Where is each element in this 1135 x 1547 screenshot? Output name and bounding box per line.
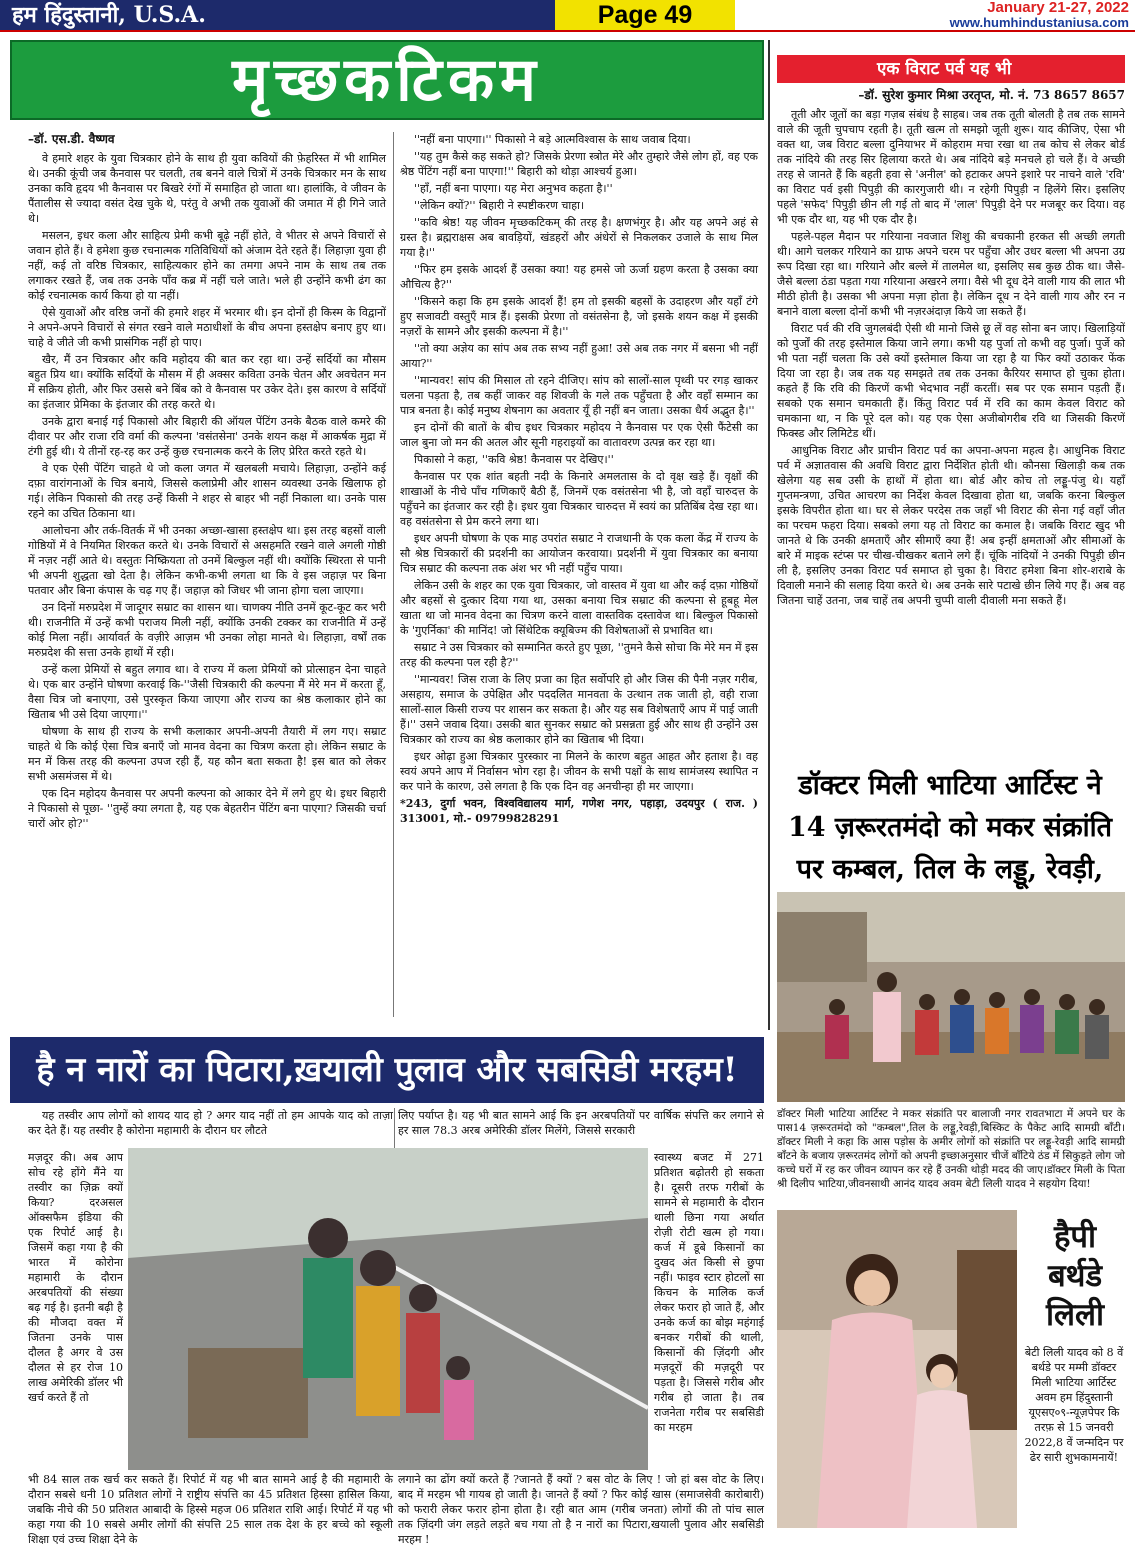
migrant-photo-image (128, 1148, 648, 1470)
main-column-divider (768, 40, 770, 1030)
paragraph: पिकासो ने कहा, ''कवि श्रेष्ठ! कैनवास पर देखिए।'' (414, 453, 614, 466)
story2-body (777, 88, 1125, 748)
story1-col1-body (28, 151, 386, 831)
paragraph: उनके द्वारा बनाई गई पिकासो और बिहारी की ऑयल पेंटिंग उनके बैठक वाले कमरे की दीवार पर और राजा रवि वर्मा की कल्पना 'वसंतसेना' उनके शयन कक्ष में आकर्षक मुद्रा में टंगी हुई थी। ये तीनों रह-रह कर उन्हें कुछ रचनात्मक करने के लिए प्रेरित करते रहते थे। (28, 415, 386, 458)
paragraph: घोषणा के साथ ही राज्य के सभी कलाकार अपनी-अपनी तैयारी में लग गए। सम्राट चाहते थे कि कोई ऐसा चित्र बनाएँ जो मानव वेदना का चित्रण करता हो। लेकिन सम्राट के मन में किस तरह की कल्पना उपज रही हैं, यह कौन बता सकता है! इस बात को लेकर सभी असमंजस में थे। (28, 725, 386, 783)
paragraph: ''हाँ, नहीं बना पाएगा। यह मेरा अनुभव कहता है।'' (414, 182, 613, 195)
paragraph: ''फिर हम इसके आदर्श हैं उसका क्या! यह हमसे जो ऊर्जा ग्रहण करता है उसका क्या औचित्य है?'' (400, 263, 758, 291)
paragraph: ऐसे युवाओं और वरिष्ठ जनों की हमारे शहर में भरमार थी। इन दोनों ही किस्म के विद्वानों ने अपने-अपने विचारों से संगत रखने वाले मठाधीशों के बीच अपना हस्तक्षेप बनाए हुए था। चाहे वे जीते जी कभी प्रासंगिक नहीं हो पाए। (28, 306, 386, 349)
headline-line: हैपी (1053, 1219, 1097, 1255)
paragraph: ''किसने कहा कि हम इसके आदर्श हैं! हम तो इसकी बहसों के उदाहरण और यहाँ टंगे हुए सजावटी वस्तुएँ मात्र हैं। इसकी प्रेरणा तो वसंतसेना है, जो इसके शयन कक्ष में इसकी नज़रों के सामने और इसकी कल्पना में है।'' (400, 295, 758, 338)
headline-line: बर्थडे (1047, 1258, 1103, 1294)
distribution-photo (777, 892, 1125, 1102)
paragraph: आधुनिक विराट और प्राचीन विराट पर्व का अपना-अपना महत्व है। आधुनिक विराट पर्व में अज्ञातवास की अवधि विराट द्वारा निर्देशित होती थी। कौनसा खिलाड़ी कब तक खेलेगा यह सब उसी के हाथों में होता था। बोर्ड और कोच तो लड्डू-पंजु थे। यहाँ गुप्तमन्त्रणा, उचित आचरण का निर्देश केवल दिखावा होता था, जबकि करना बिल्कुल इसके विपरीत होता था। घर से लेकर परदेस तक जहाँ भी विराट की सेना गई वहाँ जीत का परचम फहरा दिया। सबको लगा यह तो विराट का कमाल है। जबकि विराट खुद भी जानते थे कि उनकी क्षमताएँ और सीमाएँ क्या हैं! अब इन्हीं क्षमताओं और सीमाओं के बारे में माइक स्टंप्स पर चीख-चीखकर बताने लगे हैं। चूंकि नांदियों ने उनकी पिपुड़ी छीन ली है, इसलिए उनका विराट पर्व समाप्त हो चुका है। विराट हमेशा बिना शोर-शराबे के दिवाली मनाने की सलाह दिया करते थे। अब उनके सारे पटाखे छीन लिये गए हैं। अब वह जितना चाहें उतना, जब चाहें तब अपनी चुप्पी वाली दीवाली मना सकते हैं। (777, 444, 1125, 607)
paragraph: इन दोनों की बातों के बीच इधर चित्रकार महोदय ने कैनवास पर एक ऐसी फैंटेसी का जाल बुना जो मन की अतल और सूनी गहराइयों का वातावरण उत्पन्न कर रहा था। (400, 421, 758, 449)
paragraph: ''नहीं बना पाएगा।'' पिकासो ने बड़े आत्मविश्वास के साथ जवाब दिया। (414, 133, 691, 146)
paragraph: लिए पर्याप्त है। यह भी बात सामने आई कि इन अरबपतियों पर वार्षिक संपत्ति कर लगाने से हर साल 78.3 अरब अमेरिकी डॉलर मिलेंगे, जिससे सरकारी (398, 1109, 764, 1137)
birthday-photo (777, 1210, 1017, 1528)
paragraph: वे एक ऐसी पेंटिंग चाहते थे जो कला जगत में खलबली मचाये। लिहाज़ा, उन्होंने कई दफ़ा वारांगनाओं के चित्र बनाये, जिससे कलाप्रेमी और शासन व्यवस्था उनके खिलाफ हो गई। लेकिन पिकासो की तरह उन्हें किसी ने शहर से बाहर भी नहीं निकाला था। उनके पास रहने का उचित ठिकाना था। (28, 462, 386, 520)
paragraph: खैर, मैं उन चित्रकार और कवि महोदय की बात कर रहा था। उन्हें सर्दियों का मौसम बहुत प्रिय था। क्योंकि सर्दियों के मौसम में ही अक्सर कविता उनके चेतन और अवचेतन मन में सक्रिय होती, और फिर उससे बने बिंब को वे कैनवास पर उकेर देते। इस कारण वे सर्दियों का इंतजार प्रेमिका के इंतजार की तरह करते थे। (28, 353, 386, 411)
story4-right-top (398, 1108, 764, 1148)
paragraph: लगाने का ढोंग क्यों करते हैं ?जानते हैं क्यों ? बस वोट के लिए ! जो हां बस वोट के लिए। बाद में मरहम भी गायब हो जाती है। जानते हैं क्यों ? फिर कोई खास (समाजसेवी कारोबारी) को फरारी लेकर फरार होना होता है। रही बात आम (गरीब जनता) लोगों की तो पांच साल तक ज़िंदगी जंग लड़ते लड़ते बच गया तो है न नारों का पिटारा,खयाली पुलाव और सबसिडी मरहम ! (398, 1473, 764, 1546)
paragraph: ''कवि श्रेष्ठ! यह जीवन मृच्छकटिकम् की तरह है। क्षणभंगुर है। और यह अपने अहं से ग्रस्त है। ब्रह्मराक्षस अब बावड़ियों, खंडहरों और अंधेरों से निकलकर उजाले के साथ मिल गया है।'' (400, 216, 758, 259)
paragraph: आलोचना और तर्क-वितर्क में भी उनका अच्छा-खासा हस्तक्षेप था। इस तरह बहसों वाली गोष्ठियों में वे नियमित शिरकत करते थे। उनके विचारों से असहमति रखने वाले अगली गोष्ठी में नज़र नहीं आते थे। वस्तुतः निष्क्रियता तो उनमें बिल्कुल नहीं थी। क्योंकि स्थिरता से पानी भी अपनी शुद्धता खो देता है। लेकिन कभी-कभी लगता था कि वे इस जहाज़ पर बिना पतवार और बिना कंपास के चढ़ गए हैं। जहाज़ को जिधर भी जाना होगा चला जाएगा। (28, 524, 386, 597)
story1-col1 (28, 132, 386, 1017)
paragraph: एक दिन महोदय कैनवास पर अपनी कल्पना को आकार देने में लगे हुए थे। इधर बिहारी ने पिकासो से पूछा- ''तुम्हें क्या लगता है, यह एक बेहतरीन पेंटिंग बना पाएगा? जिसकी चर्चा चारों ओर हो?'' (28, 787, 386, 830)
story3-caption: डॉक्टर मिली भाटिया आर्टिस्ट ने मकर संक्रांति पर बालाजी नगर रावतभाटा में अपने घर के पास14 ज़रूरतमंदो को "कम्बल",तिल के लड्डू,रेवड़ी,बिस्किट के पैकेट आदि सामग्री बाँटी।डॉक्टर मिली ने कहा कि आस पड़ोस के अमीर लोगों को संक्रांति पर लड्डू-रेवड़ी आदि सामग्री बाँटने के बजाय ज़रूरतमंद लोगों को अपनी इच्छाअनुसार चीजें बाँटिये ठंड में सिकुड़ते लोग जो कच्चे घरों में रह कर जीवन व्यापन कर रहे हैं उनकी थोड़ी मदद की जाए।डॉक्टर मिली के पिता श्री दिलीप भाटिया,जीवनसाथी आनंद यादव अवम बेटी लिली यादव ने सहयोग दिया! (777, 1108, 1125, 1190)
birthday-photo-image (777, 1210, 1017, 1528)
paragraph: लेकिन उसी के शहर का एक युवा चित्रकार, जो वास्तव में युवा था और कई दफ़ा गोष्ठियों और बहसों से दुत्कार दिया गया था, उसका बनाया चित्र सम्राट की कल्पना से हूबहू मेल खाता था जो मानव वेदना का चित्रण करने वाला वास्तविक दस्तावेज था। बिल्कुल पिकासो के 'गुएर्निका' की मानिंद! जो सिंथेटिक क्यूबिज्म की विशेषताओं से प्रभावित था। (400, 579, 758, 637)
paragraph: मज़दूर की। अब आप सोच रहे होंगे मैंने या तस्वीर का ज़िक्र क्यों किया? दरअसल ऑक्सफैम इंडिया की एक रिपोर्ट आई है। जिसमें कहा गया है की भारत में कोरोना महामारी के दौरान अरबपतियों की संख्या बढ़ गई है। इतनी बढ़ी है की मौजदा वक्त में जितना उनके पास दौलत है अगर वे उस दौलत से हर रोज 10 लाख अमेरिकी डॉलर भी खर्च करते हैं तो (28, 1151, 123, 1404)
paragraph: सम्राट ने उस चित्रकार को सम्मानित करते हुए पूछा, ''तुमने कैसे सोचा कि मेरे मन में इस तरह की कल्पना पल रही है?'' (400, 641, 758, 669)
paragraph: तूती और जूतों का बड़ा गज़ब संबंध है साहब। जब तक तूती बोलती है तब तक सामने वाले की जूती चुपचाप रहती है। तूती खत्म तो समझो जूती शुरू। याद कीजिए, ऐसा भी वक्त था, जब विराट बल्ला दुनियाभर में कोहराम मचा रखा था तब कोच से लेकर बोर्ड तक नांदिये की तरह सिर हिलाया करते थे। अब नांदिये बड़े मनचले हो चले हैं। वे अच्छी तरह से जानते हैं कि बहती हवा से 'अनील' को हटाकर अपने इशारे पर नाचने वाले 'रवि' का विराट पर्व इसी पिपुड़ी की कारगुजारी थी। न रहेगी पिपुड़ी न हिलेंगे सिर। इसलिए पहले 'सफेद' पिपुड़ी छीन ली गई तो बाद में 'लाल' पिपुड़ी देने पर मजबूर कर दिया। वह भी एक दौर था, यह भी एक दौर है। (777, 108, 1125, 226)
masthead: हम हिंदुस्तानी, U.S.A. (0, 0, 555, 30)
website-link[interactable]: www.humhindustaniusa.com (949, 15, 1129, 30)
story4-left-bottom (28, 1472, 393, 1546)
paragraph: विराट पर्व की रवि जुगलबंदी ऐसी थी मानो जिसे छू लें वह सोना बन जाए। खिलाड़ियों को पुर्जों की तरह इस्तेमाल किया जाने लगा। कभी यह पुर्जा तो कभी वह पुर्जा। पुर्जे को भी पता नहीं चलता कि उसे क्यों इस्तेमाल किया जा रहा है या फिर क्यों उठाकर फेंक दिया जा रहा है। जब तक यह समझते तब तक उनका कैरियर समाप्त हो चुका होता। कहते हैं कि रवि की किरणें कभी भेदभाव नहीं करतीं। सब पर एक समान पड़ती हैं। सबको एक समान चमकाती हैं। किंतु विराट पर्व में रवि का काम केवल विराट को चमकाना था, न कि पूरे दल को। यह एक ऐसा अजीबोगरीब रवि था जिसकी किरणें फिक्स्ड और लिमिटेड थीं। (777, 322, 1125, 440)
page-number: Page 49 (555, 0, 735, 30)
story1-byline: –डॉ. एस.डी. वैष्णव (28, 132, 115, 146)
distribution-photo-image (777, 892, 1125, 1102)
paragraph: भी 84 साल तक खर्च कर सकते हैं। रिपोर्ट में यह भी बात सामने आई है की महामारी के दौरान सबसे धनी 10 प्रतिशत लोगों ने राष्ट्रीय संपत्ति का 45 प्रतिशत हिस्सा हासिल किया, जबकि नीचे की 50 प्रतिशत आबादी के हिस्से महज 06 प्रतिशत राशि आई। रिपोर्ट में यह भी कहा गया की 10 सबसे अमीर लोगों की संपत्ति 25 साल तक देश के हर बच्चे को स्कूली शिक्षा एवं उच्च शिक्षा देने के (28, 1473, 393, 1546)
paragraph: ''तो क्या अज्ञेय का सांप अब तक सभ्य नहीं हुआ! उसे अब तक नगर में बसना भी नहीं आया?'' (400, 342, 758, 370)
column-divider (394, 1108, 395, 1148)
paragraph: कैनवास पर एक शांत बहती नदी के किनारे अमलतास के दो वृक्ष खड़े हैं। वृक्षों की शाखाओं के नीचे पाँच गणिकाएँ बैठी हैं, जिनमें एक वसंतसेना भी है, जो वहाँ चारुदत्त के पहुँचने का इंतजार कर रही है। इधर युवा चित्रकार चारुदत्त में स्वयं का प्रतिबिंब देख रहा था। वह वसंतसेना से प्रेम करने लगा था। (400, 470, 758, 528)
paragraph: ''मान्यवर! सांप की मिसाल तो रहने दीजिए। सांप को सालों-साल पृथ्वी पर रगड़ खाकर चलना पड़ता है, तब कहीं जाकर वह शिवजी के गले तक पहुँचता है और वहाँ सम्मान का पात्र बनता है। कोई मनुष्य शेषनाग का अवतार यूँ ही नहीं बन जाता। उसका धैर्य अद्भुत है।'' (400, 374, 758, 417)
paragraph: इधर अपनी घोषणा के एक माह उपरांत सम्राट ने राजधानी के एक कला केंद्र में राज्य के सौ श्रेष्ठ चित्रकारों की प्रदर्शनी का आयोजन करवाया। प्रदर्शनी में युवा चित्रकार का बनाया चित्र सम्राट की कल्पना तक अंश भर भी नहीं पहुँच पाया। (400, 532, 758, 575)
story3-headline: डॉक्टर मिली भाटिया आर्टिस्ट ने 14 ज़रूरतमंदो को मकर संक्रांति पर कम्बल, तिल के लड्डू, रेवड़ी, (787, 770, 1113, 885)
paragraph: पहले-पहल मैदान पर गरियाना नवजात शिशु की बचकानी हरकत सी अच्छी लगती थी। आगे चलकर गरियाने का ग्राफ अपने चरम पर पहुँचा और उधर बल्ला भी अपना उग्र रूप दिखा रहा था। गरियाने और बल्ले में तालमेल था, इसलिए सब कुछ ठीक था। जैसे-जैसे बल्ला ठंडा पड़ता गया गरियाना अखरने लगा। वैसे भी दूध देने वाली गाय की लात भी मीठी होती है। उसका भी अपना मज़ा होता है। लेकिन दूध न देने वाली गाय और रन न बनाने वाला बल्ला दोनों कभी भी नज़रअंदाज़ किये जा सकते हैं। (777, 230, 1125, 318)
issue-date: January 21-27, 2022 (987, 0, 1129, 16)
paragraph: ''लेकिन क्यों?'' बिहारी ने स्पष्टीकरण चाहा। (414, 199, 585, 212)
story5-text: बेटी लिली यादव को 8 वें बर्थडे पर मम्मी डॉक्टर मिली भाटिया आर्टिस्ट अवम हम हिंदुस्तानी यूएसए०९-न्यूज़पेपर कि तरफ़ से 15 जनवरी 2022,8 वें जन्मदिन पर ढेर सारी शुभकामनायें! (1024, 1346, 1124, 1464)
story4-left-narrow (28, 1150, 123, 1470)
column-divider (393, 132, 394, 1017)
paragraph: उन्हें कला प्रेमियों से बहुत लगाव था। वे राज्य में कला प्रेमियों को प्रोत्साहन देना चाहते थे। एक बार उन्होंने घोषणा करवाई कि-''जैसी चित्रकारी की कल्पना मैं मेरे मन में करता हूँ, वैसा चित्र जो बनाएगा, उसे पुरस्कृत किया जाएगा और राज्य का श्रेष्ठ कलाकार होने का खिताब भी उसे दिया जाएगा।'' (28, 663, 386, 721)
headline-line: लिली (1045, 1297, 1105, 1333)
paragraph: यह तस्वीर आप लोगों को शायद याद हो ? अगर याद नहीं तो हम आपके याद को ताज़ा कर देते हैं। यह तस्वीर है कोरोना महामारी के दौरान घर लौटते (28, 1109, 393, 1137)
story4-right-bottom (398, 1472, 764, 1546)
migrant-photo (128, 1148, 648, 1470)
paragraph: ''यह तुम कैसे कह सकते हो? जिसके प्रेरणा स्त्रोत मेरे और तुम्हारे जैसे लोग हों, वह एक श्रेष्ठ पेंटिंग नहीं बना पाएगा!'' बिहारी को थोड़ा आश्चर्य हुआ। (400, 150, 758, 178)
story4-intro (28, 1108, 393, 1148)
paragraph: मसलन, इधर कला और साहित्य प्रेमी कभी बूढ़े नहीं होते, वे भीतर से अपने विचारों से जवान होते हैं। वे हमेशा कुछ रचनात्मक गतिविधियों को अंजाम देते रहते हैं। लिहाज़ा युवा ही नहीं, कई तो वरिष्ठ चित्रकार, साहित्यकार होने का तमगा अपने नाम के साथ तब तक लगाकर रखते हैं, जब तक उनके पाँव कब्र में नहीं चले जाते। भले ही उन्होंने कभी ढंग का कोई रचनात्मक कार्य किया हो या नहीं। (28, 229, 386, 302)
issue-info (869, 0, 1129, 30)
paragraph: वे हमारे शहर के युवा चित्रकार होने के साथ ही युवा कवियों की फ़ेहरिस्त में भी शामिल थे। उनकी कूंची जब कैनवास पर चलती, तब बनने वाले चित्रों में उनके चित्रकार मन के साथ उनका कवि हृदय भी कैनवास पर बिखरे रंगों में समाहित हो जाता था। हालांकि, वे जीवन के पैंतालीस से ज्यादा वसंत देख चुके थे, परंतु वे अभी तक युवाओं की जमात में ही गिने जाते थे। (28, 152, 386, 225)
story4-headline: है न नारों का पिटारा,ख़याली पुलाव और सबसिडी मरहम! (10, 1037, 764, 1103)
story1-col2 (400, 132, 758, 1017)
paragraph: उन दिनों मरुप्रदेश में जादूगर सम्राट का शासन था। चाणक्य नीति उनमें कूट-कूट कर भरी थी। राजनीति में उन्हें कभी पराजय मिली नहीं, क्योंकि उनकी टक्कर का राजनीति में उन्हें कोई मिला नहीं। आर्यावर्त के वज़ीरे आज़म भी उनका लोहा मानते थे। लिहाज़ा, वर्षों तक मरुप्रदेश की सत्ता उनके हाथों में रही। (28, 601, 386, 659)
story2-byline: –डॉ. सुरेश कुमार मिश्रा उरतृप्त, मो. नं. 73 8657 8657 (858, 88, 1125, 102)
story1-title: मृच्छकटिकम (10, 40, 764, 120)
paragraph: इधर ओढ़ा हुआ चित्रकार पुरस्कार ना मिलने के कारण बहुत आहत और हताश है। वह स्वयं अपने आप में निर्वासन भोग रहा है। जीवन के सभी पक्षों के साथ सामंजस्य स्थापित न कर पाने के कारण, उसे लगता है कि एक दिन वह अनचीन्हा ही मर जाएगा। (400, 750, 758, 793)
story5-headline (1025, 1218, 1125, 1335)
page-header (0, 0, 1135, 32)
story2-title: एक विराट पर्व यह भी (777, 55, 1125, 83)
paragraph: स्वास्थ्य बजट में 271 प्रतिशत बढ़ोतरी हो सकता है। दूसरी तरफ गरीबों के सामने से महामारी के दौरान थाली छिना गया अर्थात रोज़ी रोटी खत्म हो गया। कर्ज में डूबे किसानों का दुखद अंत किसी से छुपा नहीं। फाइव स्टार होटलों सा किचन के मालिक कर्ज लेकर फरार हो जाते हैं, और उनके कर्ज का बोझ महंगाई बनकर गरीबों की थाली, किसानों की ज़िंदगी और मज़दूरों की मज़दूरी पर पड़ता है। जिससे गरीब और गरीब हो जाता है। तब राजनेता गरीब पर सबसिडी का मरहम (654, 1151, 764, 1434)
author-address: *243, दुर्गा भवन, विश्वविद्यालय मार्ग, गणेश नगर, पहाड़ा, उदयपुर ( राज. ) 313001, मो.- 09799828291 (400, 797, 758, 825)
story4-right-narrow (654, 1150, 764, 1470)
paragraph: ''मान्यवर! जिस राजा के लिए प्रजा का हित सर्वोपरि हो और जिस की पैनी नज़र गरीब, असहाय, समाज के उपेक्षित और पददलित मानवता के उत्थान तक जाती हो, वही राजा सालों-साल किसी राज्य पर शासन कर सकता है। और यह सब विशेषताएँ आप में पाई जाती हैं।'' उसने जवाब दिया। उसकी बात सुनकर सम्राट को प्रसन्नता हुई और साथ ही उन्होंने उस चित्रकार को राज्य का श्रेष्ठ कलाकार होने का खिताब भी दिया। (400, 673, 758, 746)
